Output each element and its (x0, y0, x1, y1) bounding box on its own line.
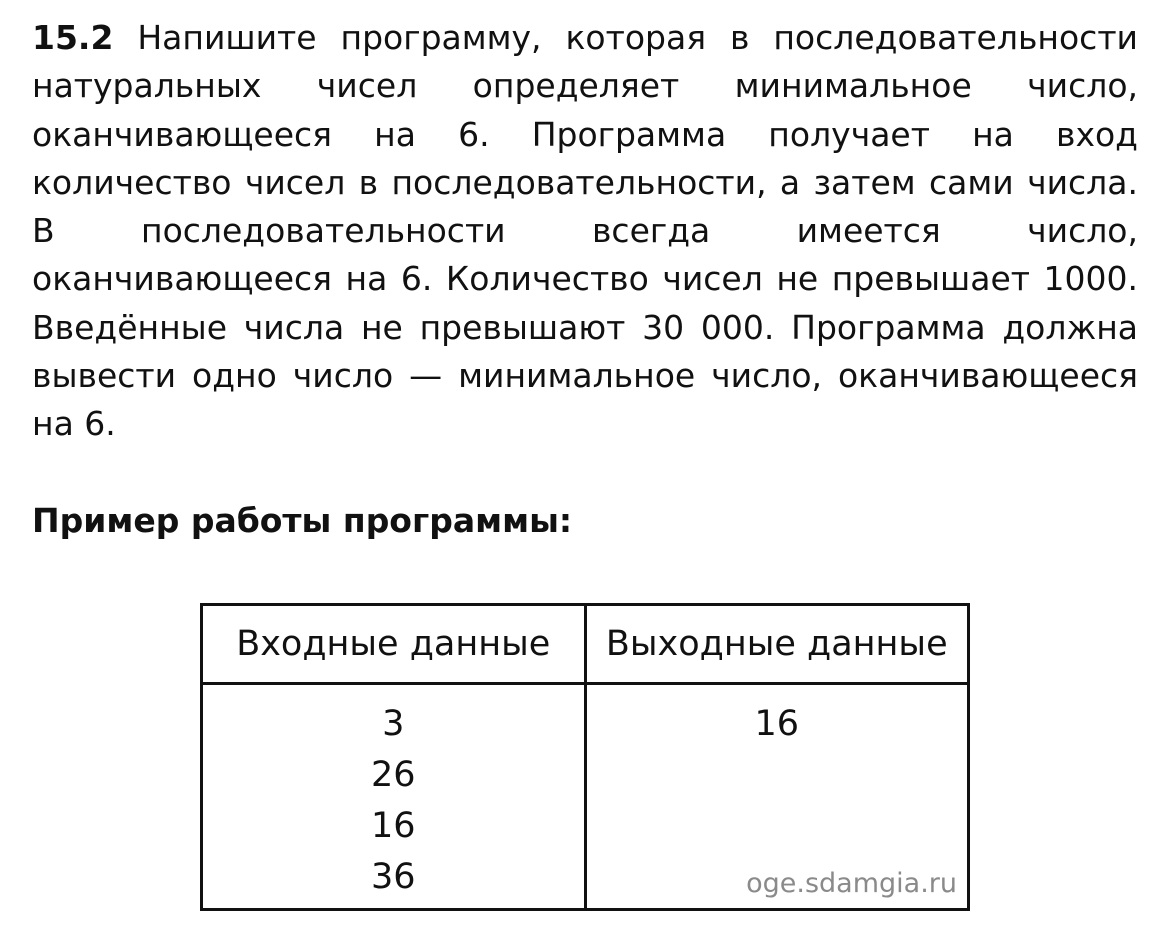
input-line: 36 (370, 857, 416, 897)
example-table (200, 603, 970, 911)
task-statement (32, 14, 1138, 449)
table-row (202, 684, 969, 910)
output-line: 16 (754, 704, 800, 744)
input-line: 26 (370, 755, 416, 795)
input-line: 3 (382, 704, 405, 744)
input-column-header: Входные данные (202, 605, 586, 684)
watermark: oge.sdamgia.ru (746, 868, 957, 899)
output-data-cell (585, 684, 969, 910)
input-line: 16 (370, 806, 416, 846)
output-column-header: Выходные данные (585, 605, 969, 684)
task-number: 15.2 (32, 18, 114, 57)
input-data-cell (202, 684, 586, 910)
task-text: Напишите программу, которая в последовательности натуральных чисел определяет минимальное число, оканчивающееся на 6. Программа получает на вход количество чисел в последовательности, а затем сами числа. В последовательности всегда имеется число, оканчивающееся на 6. Количество чисел не превышает 1000. Введённые числа не превышают 30 000. Программа должна вывести одно число — минимальное число, оканчивающееся на 6. (32, 18, 1138, 444)
example-heading: Пример работы программы: (32, 501, 573, 540)
table-header-row (202, 605, 969, 684)
